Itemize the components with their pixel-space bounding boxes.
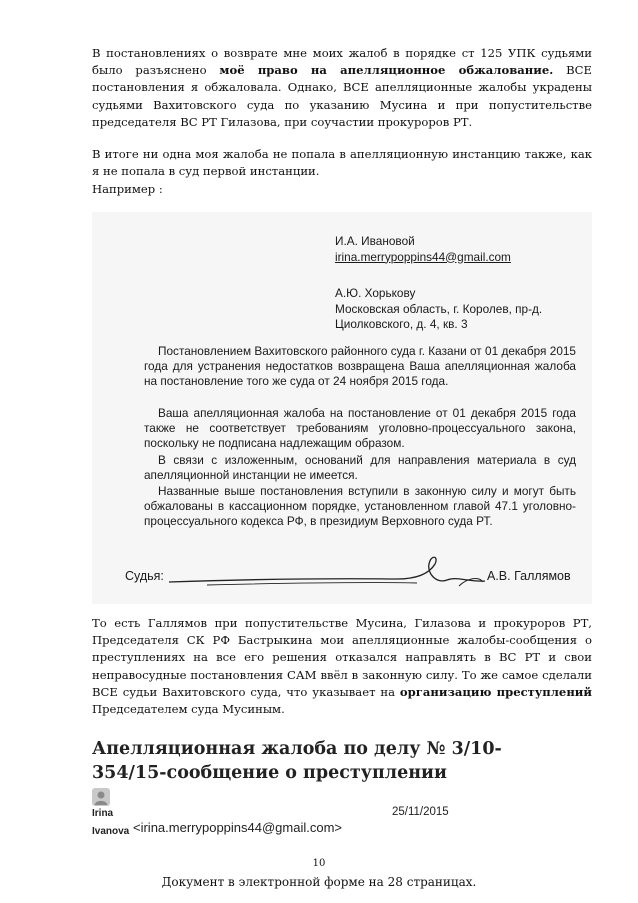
paragraph-intro-bold: моё право на апелляционное обжалование. bbox=[219, 63, 554, 78]
paragraph-example: Например : bbox=[92, 182, 163, 196]
scanned-court-letter bbox=[92, 212, 592, 604]
letter-paragraph-2 bbox=[144, 406, 576, 450]
letter-paragraph-3-text: В связи с изложенным, оснований для направления материала в суд апелляционной инстанции не имеется. bbox=[144, 453, 576, 482]
page-number: 10 bbox=[312, 858, 326, 869]
recipient-block bbox=[335, 234, 511, 265]
user-icon bbox=[92, 788, 110, 806]
sender-first-name: Irina bbox=[92, 808, 114, 819]
letter-paragraph-1-text: Постановлением Вахитовского районного суда г. Казани от 01 декабря 2015 года для устранения недостатков возвращена Ваша апелляционная жалоба на постановление того же суда от 24 ноября 2015 года. bbox=[144, 344, 576, 388]
judge-label: Судья: bbox=[125, 569, 164, 583]
paragraph-intro-part2: ВСЕ постановления я обжаловала. Однако, ВСЕ апелляционные жалобы украдены судьями Вахитовского суда по указанию Мусина и при попустительстве председателя ВС РТ Гилазова, при соучастии прокуроров РТ. bbox=[92, 63, 592, 129]
avatar bbox=[92, 788, 110, 806]
paragraph-conclusion-part2: Председателем суда Мусиным. bbox=[92, 702, 285, 717]
paragraph-conclusion-part1: То есть Галлямов при попустительстве Мусина, Гилазова и прокуроров РТ, Председателя СК РФ Бастрыкина мои апелляционные жалобы-сообщения о преступлениях на все его решения отказался направлять в ВС РТ и свои неправосудные постановления САМ ввёл в законную силу. То же самое сделали ВСЕ судьи Вахитовского суда, что указывает на bbox=[92, 616, 592, 699]
recipient-email: irina.merrypoppins44@gmail.com bbox=[335, 249, 511, 264]
paragraph-conclusion bbox=[92, 615, 592, 718]
sender-last-name: Ivanova bbox=[92, 826, 130, 837]
paragraph-intro bbox=[92, 45, 592, 131]
paragraph-conclusion-bold: организацию преступлений bbox=[399, 684, 592, 699]
section-heading: Апелляционная жалоба по делу № 3/10-354/15-сообщение о преступлении bbox=[92, 739, 502, 783]
letter-paragraph-1 bbox=[144, 344, 576, 388]
letter-paragraph-4-text: Названные выше постановления вступили в законную силу и могут быть обжалованы в кассационном порядке, установленном главой 47.1 уголовно-процессуального кодекса РФ, в президиум Верховного суда РТ. bbox=[144, 484, 576, 528]
copy-recipient-address-2: Циолковского, д. 4, кв. 3 bbox=[335, 317, 468, 331]
recipient-name: И.А. Ивановой bbox=[335, 234, 415, 248]
paragraph-result: В итоге ни одна моя жалоба не попала в апелляционную инстанцию также, как я не попала в суд первой инстанции. bbox=[92, 147, 592, 179]
copy-recipient-block bbox=[335, 286, 542, 333]
letter-paragraph-4 bbox=[144, 484, 576, 528]
copy-recipient-name: А.Ю. Хорькову bbox=[335, 286, 416, 300]
sent-date: 25/11/2015 bbox=[392, 806, 449, 818]
sender-email: <irina.merrypoppins44@gmail.com> bbox=[133, 820, 343, 835]
document-footer: Документ в электронной форме на 28 страницах. bbox=[161, 875, 477, 889]
judge-name: А.В. Галлямов bbox=[487, 569, 571, 583]
letter-paragraph-3 bbox=[144, 453, 576, 483]
judge-signature bbox=[167, 552, 487, 592]
paragraph-intro-part1: В постановлениях о возврате мне моих жалоб в порядке ст 125 УПК судьями было разъяснено bbox=[92, 46, 592, 78]
letter-paragraph-2-text: Ваша апелляционная жалоба на постановление от 01 декабря 2015 года также не соответствует требованиям уголовно-процессуального закона, поскольку не подписана надлежащим образом. bbox=[144, 406, 576, 450]
copy-recipient-address-1: Московская область, г. Королев, пр-д. bbox=[335, 301, 543, 316]
